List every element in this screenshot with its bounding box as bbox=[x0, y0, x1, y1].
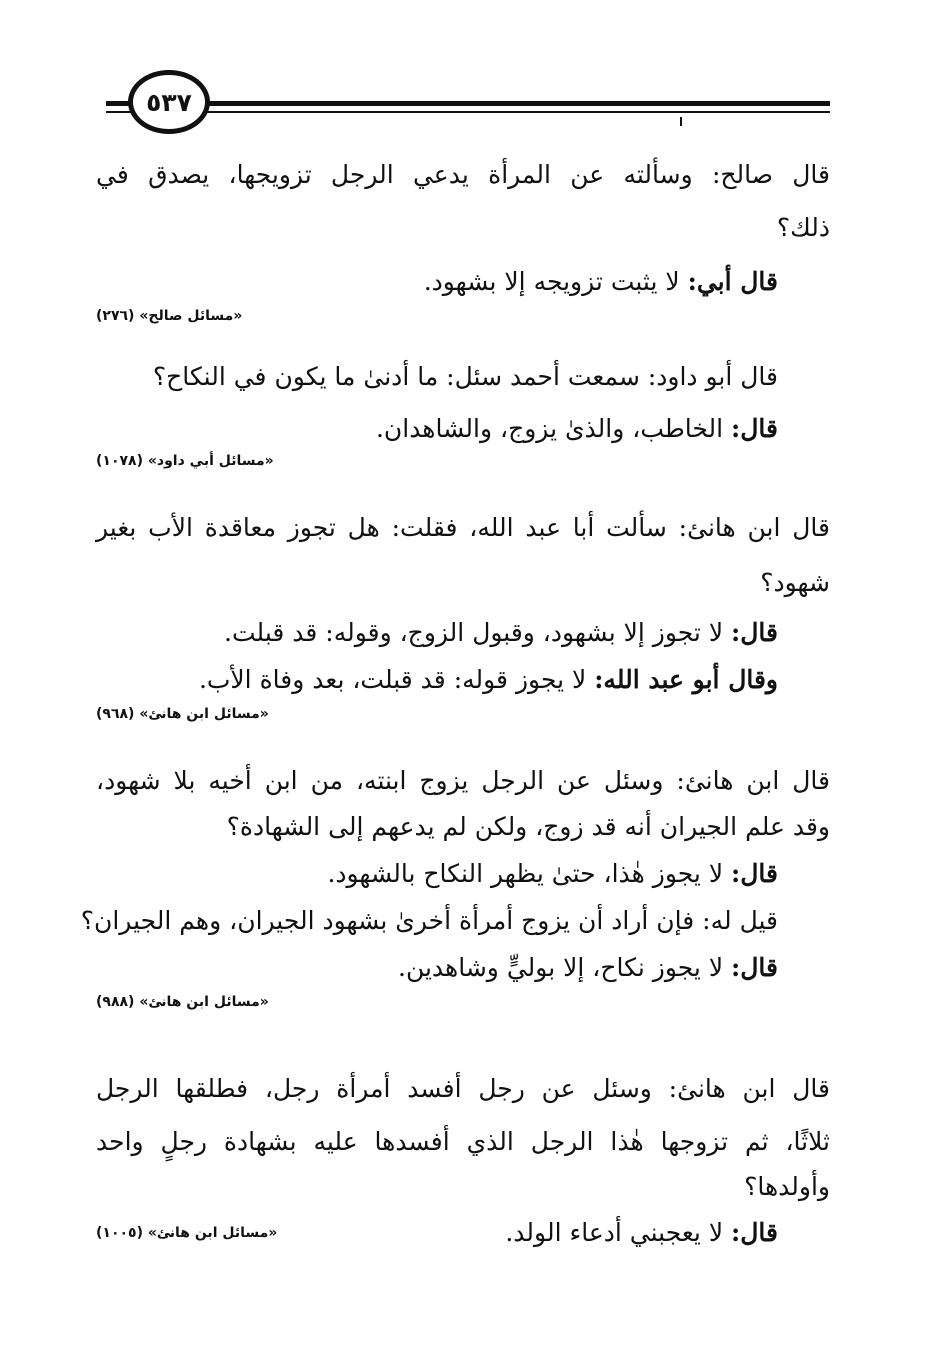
answer-lead: قال: bbox=[731, 859, 778, 888]
question-line: شهود؟ bbox=[760, 568, 830, 597]
answer-lead: قال أبي: bbox=[687, 267, 778, 296]
answer-lead: وقال أبو عبد الله: bbox=[594, 665, 778, 694]
answer-line bbox=[96, 861, 830, 886]
citation: «مسائل صالح» (٢٧٦) bbox=[96, 308, 243, 324]
answer-lead: قال: bbox=[731, 953, 778, 982]
header-rule-thick bbox=[106, 101, 830, 106]
question-line: وقد علم الجيران أنه قد زوج، ولكن لم يدعهم إلى الشهادة؟ bbox=[226, 812, 830, 841]
question-line: قال ابن هانئ: وسئل عن الرجل يزوج ابنته، من ابن أخيه بلا شهود، bbox=[96, 766, 830, 795]
question-line: قيل له: فإن أراد أن يزوج أمرأة أخرىٰ بشهود الجيران، وهم الجيران؟ bbox=[80, 906, 778, 935]
answer-text: لا يجوز هٰذا، حتىٰ يظهر النكاح بالشهود. bbox=[327, 859, 732, 888]
question-line: قال ابن هانئ: سألت أبا عبد الله، فقلت: هل تجوز معاقدة الأب بغير bbox=[96, 513, 830, 542]
answer-text: لا يعجبني أدعاء الولد. bbox=[505, 1218, 732, 1247]
question-line: ثلاثًا، ثم تزوجها هٰذا الرجل الذي أفسدها عليه بشهادة رجلٍ واحد bbox=[96, 1127, 830, 1156]
entry-ibn-hani-988 bbox=[80, 766, 830, 1010]
answer-line bbox=[96, 667, 830, 692]
page-number: ٥٣٧ bbox=[146, 87, 192, 117]
question-line: ذلك؟ bbox=[776, 213, 830, 242]
answer-text: الخاطب، والذىٰ يزوج، والشاهدان. bbox=[375, 414, 732, 443]
answer-line bbox=[96, 269, 830, 294]
citation: «مسائل ابن هانئ» (٩٦٨) bbox=[96, 706, 269, 722]
citation: «مسائل ابن هانئ» (٩٨٨) bbox=[96, 994, 269, 1010]
answer-line bbox=[96, 620, 830, 645]
page-number-badge bbox=[128, 70, 210, 134]
question-line: قال صالح: وسألته عن المرأة يدعي الرجل تزويجها، يصدق في bbox=[96, 160, 830, 189]
question-line: قال ابن هانئ: وسئل عن رجل أفسد أمرأة رجل، فطلقها الرجل bbox=[96, 1074, 830, 1103]
answer-text: لا يثبت تزويجه إلا بشهود. bbox=[423, 267, 688, 296]
citation: «مسائل أبي داود» (١٠٧٨) bbox=[96, 453, 274, 469]
citation: «مسائل ابن هانئ» (١٠٠٥) bbox=[96, 1224, 278, 1241]
answer-row bbox=[96, 1220, 830, 1245]
entry-ibn-hani-1005 bbox=[96, 1076, 830, 1245]
question-line: قال أبو داود: سمعت أحمد سئل: ما أدنىٰ ما يكون في النكاح؟ bbox=[152, 362, 778, 391]
answer-text: لا يجوز نكاح، إلا بوليٍّ وشاهدين. bbox=[398, 953, 732, 982]
answer-line bbox=[96, 416, 830, 441]
entry-saleh-276 bbox=[96, 162, 830, 324]
answer-text: لا تجوز إلا بشهود، وقبول الزوج، وقوله: قد قبلت. bbox=[224, 618, 732, 647]
answer-text: لا يجوز قوله: قد قبلت، بعد وفاة الأب. bbox=[198, 665, 595, 694]
entry-ibn-hani-968 bbox=[96, 515, 830, 722]
header-rule-thin bbox=[106, 111, 830, 113]
question-line: وأولدها؟ bbox=[744, 1172, 830, 1201]
entry-abu-dawud-1078 bbox=[96, 364, 830, 469]
answer-lead: قال: bbox=[731, 618, 778, 647]
answer-lead: قال: bbox=[731, 1218, 778, 1247]
header-tick-mark bbox=[680, 117, 682, 126]
answer-line bbox=[505, 1220, 830, 1245]
answer-line bbox=[96, 955, 830, 980]
answer-lead: قال: bbox=[731, 414, 778, 443]
